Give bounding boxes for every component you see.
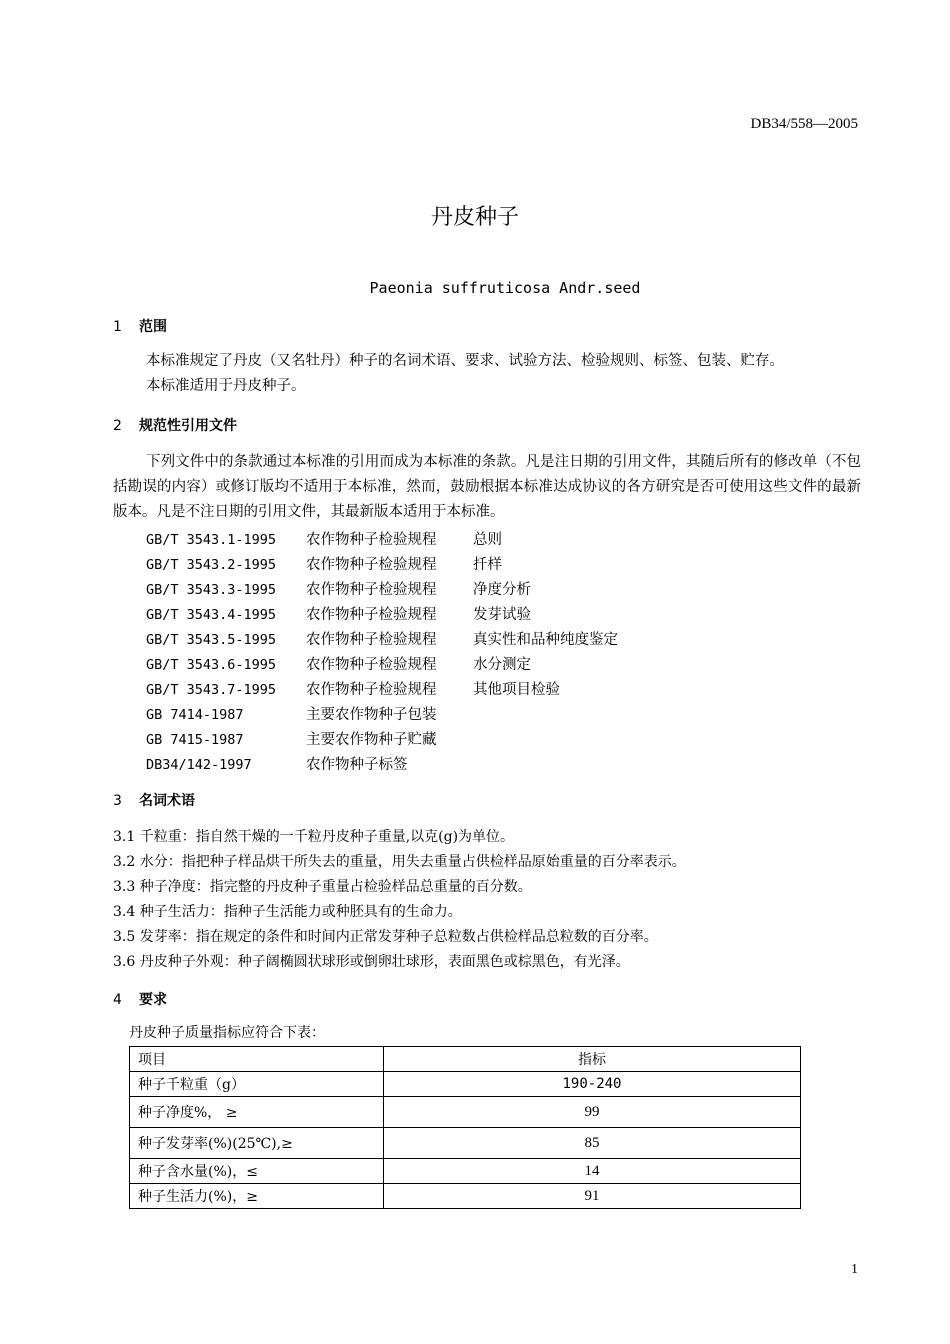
term-item: 3.4 种子生活力：指种子生活能力或种胚具有的生命力。 bbox=[113, 904, 462, 920]
term-item: 3.1 千粒重：指自然干燥的一千粒丹皮种子重量,以克(g)为单位。 bbox=[113, 829, 515, 845]
term-item: 3.5 发芽率：指在规定的条件和时间内正常发芽种子总粒数占供检样品总粒数的百分率。 bbox=[113, 929, 658, 945]
reference-name: 农作物种子检验规程 bbox=[306, 682, 437, 698]
term-item: 3.6 丹皮种子外观：种子阔椭圆状球形或倒卵壮球形，表面黑色或棕黑色，有光泽。 bbox=[113, 954, 630, 970]
section-4-heading bbox=[113, 989, 167, 1009]
reference-part: 总则 bbox=[473, 532, 502, 548]
table-cell-item: 种子发芽率(%)(25℃),≥ bbox=[130, 1128, 384, 1159]
table-header-row bbox=[130, 1047, 801, 1072]
section-title: 范围 bbox=[139, 319, 167, 335]
reference-name: 农作物种子检验规程 bbox=[306, 582, 437, 598]
document-subtitle: Paeonia suffruticosa Andr.seed bbox=[369, 279, 641, 297]
reference-code: GB 7414-1987 bbox=[146, 707, 244, 723]
reference-name: 农作物种子检验规程 bbox=[306, 532, 437, 548]
reference-code: GB/T 3543.3-1995 bbox=[146, 582, 277, 598]
table-row bbox=[130, 1184, 801, 1209]
section-title: 名词术语 bbox=[139, 793, 195, 809]
table-cell-value: 91 bbox=[384, 1184, 801, 1209]
reference-item bbox=[146, 653, 531, 674]
reference-item bbox=[146, 578, 531, 599]
table-row bbox=[130, 1072, 801, 1097]
table-intro: 丹皮种子质量指标应符合下表： bbox=[129, 1025, 325, 1041]
table-row bbox=[130, 1159, 801, 1184]
reference-name: 农作物种子检验规程 bbox=[306, 607, 437, 623]
reference-item bbox=[146, 528, 502, 549]
reference-code: DB34/142-1997 bbox=[146, 757, 252, 773]
section-1-paragraph-1: 本标准规定了丹皮（又名牡丹）种子的名词术语、要求、试验方法、检验规则、标签、包装、贮存。 bbox=[146, 353, 784, 369]
table-cell-item: 种子生活力(%)，≥ bbox=[130, 1184, 384, 1209]
reference-part: 发芽试验 bbox=[473, 607, 531, 623]
reference-part: 真实性和品种纯度鉴定 bbox=[473, 632, 618, 648]
reference-code: GB 7415-1987 bbox=[146, 732, 244, 748]
section-number: 3 bbox=[113, 793, 122, 809]
page-number: 1 bbox=[851, 1262, 858, 1277]
reference-code: GB/T 3543.6-1995 bbox=[146, 657, 277, 673]
table-cell-value: 14 bbox=[384, 1159, 801, 1184]
section-2-heading bbox=[113, 415, 237, 435]
reference-part: 净度分析 bbox=[473, 582, 531, 598]
section-title: 要求 bbox=[139, 992, 167, 1008]
term-item: 3.2 水分：指把种子样品烘干所失去的重量，用失去重量占供检样品原始重量的百分率表示。 bbox=[113, 854, 686, 870]
reference-code: GB/T 3543.7-1995 bbox=[146, 682, 277, 698]
reference-item bbox=[146, 678, 560, 699]
reference-name: 农作物种子检验规程 bbox=[306, 557, 437, 573]
table-row bbox=[130, 1128, 801, 1159]
reference-code: GB/T 3543.4-1995 bbox=[146, 607, 277, 623]
table-row bbox=[130, 1097, 801, 1128]
reference-code: GB/T 3543.1-1995 bbox=[146, 532, 277, 548]
reference-item bbox=[146, 728, 473, 749]
table-cell-value: 190-240 bbox=[384, 1072, 801, 1097]
term-item: 3.3 种子净度：指完整的丹皮种子重量占检验样品总重量的百分数。 bbox=[113, 879, 532, 895]
table-cell-item: 种子净度%， ≥ bbox=[130, 1097, 384, 1128]
table-header-cell: 项目 bbox=[130, 1047, 384, 1072]
table-cell-item: 种子千粒重（g） bbox=[130, 1072, 384, 1097]
standard-number: DB34/558—2005 bbox=[750, 116, 858, 132]
reference-code: GB/T 3543.2-1995 bbox=[146, 557, 277, 573]
reference-item bbox=[146, 703, 473, 724]
section-1-heading bbox=[113, 316, 167, 336]
table-header-cell: 指标 bbox=[384, 1047, 801, 1072]
requirements-table bbox=[129, 1046, 801, 1209]
section-number: 2 bbox=[113, 418, 122, 434]
table-cell-value: 99 bbox=[384, 1097, 801, 1128]
reference-name: 农作物种子检验规程 bbox=[306, 657, 437, 673]
reference-name: 主要农作物种子包装 bbox=[306, 707, 437, 723]
reference-item bbox=[146, 628, 618, 649]
document-title: 丹皮种子 bbox=[430, 205, 519, 230]
reference-part: 水分测定 bbox=[473, 657, 531, 673]
reference-item bbox=[146, 553, 502, 574]
section-number: 4 bbox=[113, 992, 122, 1008]
section-1-paragraph-2: 本标准适用于丹皮种子。 bbox=[146, 378, 306, 394]
table-cell-item: 种子含水量(%)，≤ bbox=[130, 1159, 384, 1184]
reference-name: 农作物种子检验规程 bbox=[306, 632, 437, 648]
reference-code: GB/T 3543.5-1995 bbox=[146, 632, 277, 648]
reference-name: 主要农作物种子贮藏 bbox=[306, 732, 437, 748]
reference-item bbox=[146, 603, 531, 624]
reference-name: 农作物种子标签 bbox=[306, 757, 408, 773]
section-number: 1 bbox=[113, 319, 122, 335]
section-2-paragraph: 下列文件中的条款通过本标准的引用而成为本标准的条款。凡是注日期的引用文件，其随后所有的修改单（不包括勘误的内容）或修订版均不适用于本标准，然而，鼓励根据本标准达成协议的各方研究是否可使用这些文件的最新版本。凡是不注日期的引用文件，其最新版本适用于本标准。 bbox=[113, 454, 861, 520]
section-3-heading bbox=[113, 790, 195, 810]
reference-item bbox=[146, 753, 473, 774]
reference-part: 其他项目检验 bbox=[473, 682, 560, 698]
table-cell-value: 85 bbox=[384, 1128, 801, 1159]
section-title: 规范性引用文件 bbox=[139, 418, 237, 434]
reference-part: 扦样 bbox=[473, 557, 502, 573]
